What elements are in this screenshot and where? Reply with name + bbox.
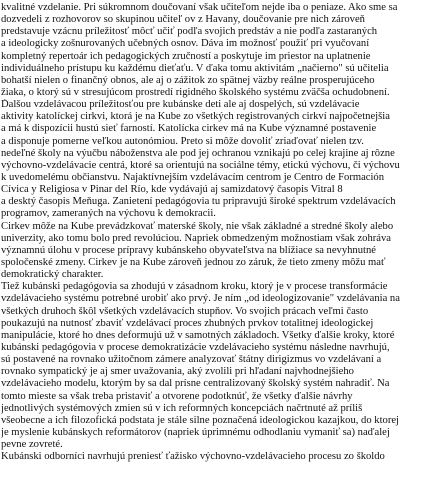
text-line: tomto mieste sa však treba pristaviť a otvorene podotknúť, že všetky ďalšie návrhy [1,390,353,402]
text-line: Tiež kubánski pedagógovia sa zhodujú v zásadnom kroku, ktorý je v procese transformácie [1,281,388,293]
text-line: a desktý časopis Meňuga. Zanietení pedagógovia tu pripravujú široké spektrum vzdelávacích [1,196,396,208]
document-text [1,2,438,488]
text-line: bohatší nielen o finančný obnos, ale aj o zážitok zo spätnej väzby reálne prosperujúceho [1,74,375,86]
text-line: a ideologicky zošnurovaných učebných osnov. Dáva im možnosť použiť pri vyučovaní [1,38,370,50]
text-line: žiaka, o ktorý sú v stresujúcom prostredí rigidného školského systému zväčša ochudobnení. [1,86,390,98]
text-line [1,475,438,487]
text-line: jednotlivých systémových zmien sú v ich reformných koncepciách načrtnuté až príliš [1,402,363,414]
text-line: všeobecne a ich filozofická podstata je stále silne poznačená ideologickou kazajkou, do ktorej [1,414,399,426]
text-line: programov, zameraných na výchovu k demokracii. [1,208,216,220]
text-line: predstavuje vzácnu príležitosť môcť učiť podľa svojich predstáv a nie podľa zastaraných [1,26,378,38]
text-line: Cívica y Religiosa v Pinar del Río, kde vydávajú aj samizdatový časopis Vitral 8 [1,184,343,196]
text-line: významnú úlohu v procese prípravy kubánskeho obyvateľstva na blížiace sa nevyhnutné [1,244,376,256]
text-line: vzdelávacieho systému potrebné urobiť ako prvý. Je ním „od ideologizovanie" vzdelávania na [1,293,400,305]
text-line: Ďalšou vzdelávacou príležitosťou pre kubánske deti ale aj dospelých, sú vzdelávacie [1,99,360,111]
text-line: pevne zovreté. [1,439,63,451]
text-line: manipulácie, ktoré ho dnes deformujú už v samotných základoch. Všetky ďalšie kroky, ktoré [1,329,395,341]
text-line: kompletný repertoár ich pedagogických zručností a poskytuje im priestor na uplatnenie [1,50,371,62]
text-line: univerzity, ako tomu bolo pred revolúciou. Napriek obmedzeným možnostiam však zohráva [1,232,391,244]
text-line: kubánski pedagógovia v procese demokratizácie vzdelávacieho systému následne navrhujú, [1,341,390,353]
text-line: kvalitné vzdelanie. Pri súkromnom doučovaní však učiteľom nejde iba o peniaze. Ako sme sa [1,2,398,13]
text-line: rovnako sympatický je aj smer uvažovania, aký zvolili pri hľadaní najvhodnejšieho [1,366,354,378]
text-line: nedeľné školy na výučbu náboženstva ale pod jej ochranou vznikajú po celej krajine aj rôzne [1,147,395,159]
text-line [1,463,438,475]
text-line: a má k dispozícii hustú sieť farností. Katolícka cirkev má na Kube významné postavenie [1,123,377,135]
text-line: vzdelávacieho modelu, ktorým by sa dal prísne centralizovaný školský systém nahradiť. Na [1,378,390,390]
text-line: všetkých druhoch škôl všetkých vzdelávacích stupňov. Vo svojich prácach veľmi často [1,305,369,317]
text-line: Cirkev môže na Kube prevádzkovať materské školy, nie však základné a stredné školy alebo [1,220,394,232]
text-line: Kubánski odborníci navrhujú preniesť ťažisko výchovno-vzdelávacieho procesu zo školdo [1,451,385,463]
text-line: k uvedomelému občianstvu. Najaktívnejším vzdelávacím centrom je Centro de Formación [1,171,385,183]
text-line: je myslenie kubánskych reformátorov (napriek úprimnému odhodlaniu vymaniť sa) naďalej [1,426,390,438]
text-line: aktivity katolíckej cirkvi, ktorá je na Kube zo všetkých registrovaných cirkví najpočetnejšia [1,111,390,123]
text-line: a disponuje pomerne veľkou autonómiou. Preto si môže dovoliť zriaďovať nielen tzv. [1,135,364,147]
text-line: spoločenské zmeny. Cirkev je na Kube zároveň jednou zo záruk, že tieto zmeny môžu mať [1,256,386,268]
text-line: sú postavené na rovnako užitočnom zámere analyzovať štátny dirigizmus vo vzdelávaní a [1,354,382,366]
text-line: poukazujú na nutnosť zbaviť vzdelávací proces zhubných prvkov totalitnej ideologickej [1,317,374,329]
text-line: dozvedeli z rozhovorov so skupinou učiteľ ov z Havany, doučovanie pre nich zároveň [1,14,365,26]
text-line: individuálneho prístupu ku každému dieťaťu. V ďaka tomu aktivitám „načierno" sú učitelia [1,62,389,74]
text-line: výchovno-vzdelávacie centrá, ktoré sa orientujú na sociálne témy, etickú výchovu, či výchovu [1,159,400,171]
text-line: demokratický charakter. [1,269,104,281]
